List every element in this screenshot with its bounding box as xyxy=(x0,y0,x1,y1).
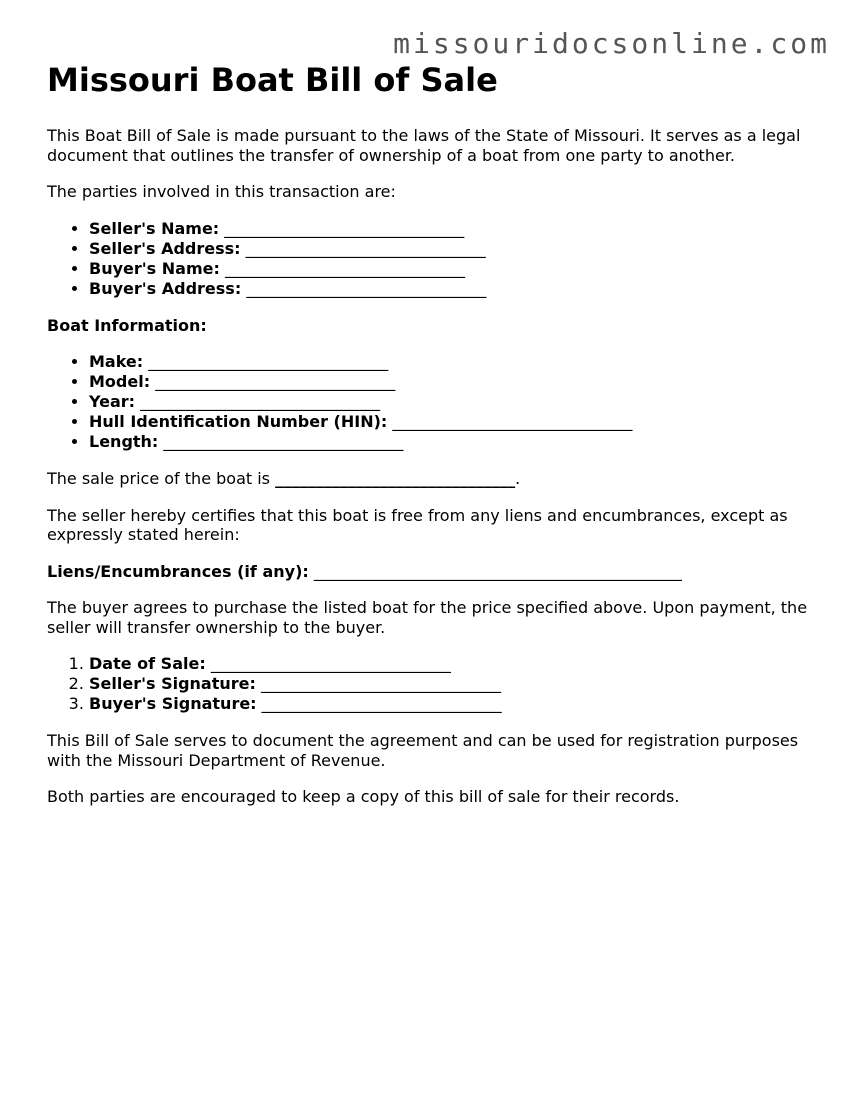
list-item xyxy=(89,694,817,714)
document-body xyxy=(47,60,817,824)
list-item xyxy=(89,259,817,279)
field-label: Buyer's Name: xyxy=(89,258,220,278)
blank-line[interactable]: ______________________________ xyxy=(224,258,465,278)
field-label: Make: xyxy=(89,352,144,371)
intro-paragraph: This Boat Bill of Sale is made pursuant to the laws of the State of Missouri. It serves as a legal document that outlines the transfer of ownership of a boat from one party to another. xyxy=(47,126,801,165)
sale-price-paragraph xyxy=(47,469,817,489)
liens-paragraph xyxy=(47,562,817,582)
parties-list xyxy=(47,219,817,299)
watermark: missouridocsonline.com xyxy=(393,27,830,60)
field-label: Seller's Address: xyxy=(89,238,241,258)
blank-line[interactable]: ______________________________ xyxy=(261,674,501,693)
agreement-paragraph: The buyer agrees to purchase the listed boat for the price specified above. Upon payment, the seller will transfer ownership to the buyer. xyxy=(47,598,808,637)
liens-label: Liens/Encumbrances (if any): xyxy=(47,561,309,581)
closing-paragraph: Both parties are encouraged to keep a copy of this bill of sale for their records. xyxy=(47,787,680,806)
blank-line[interactable]: ______________________________ xyxy=(246,278,487,298)
blank-line[interactable]: ______________________________ xyxy=(392,412,633,431)
list-item xyxy=(89,432,817,452)
sale-price-suffix: . xyxy=(515,469,521,488)
boat-info-heading: Boat Information: xyxy=(47,315,207,335)
blank-line[interactable]: ______________________________ xyxy=(261,694,502,713)
sale-price-text: The sale price of the boat is xyxy=(47,469,271,488)
signature-list xyxy=(47,654,817,714)
list-item xyxy=(89,412,817,432)
list-item xyxy=(89,352,817,372)
field-label: Date of Sale: xyxy=(89,654,206,673)
field-label: Seller's Signature: xyxy=(89,674,256,693)
list-item xyxy=(89,654,817,674)
blank-line[interactable]: ______________________________ xyxy=(163,432,404,451)
registration-paragraph: This Bill of Sale serves to document the agreement and can be used for registration purposes with the Missouri Department of Revenue. xyxy=(47,731,799,770)
page-title: Missouri Boat Bill of Sale xyxy=(47,61,498,99)
blank-line[interactable]: ______________________________ xyxy=(140,392,381,411)
list-item xyxy=(89,219,817,239)
field-label: Buyer's Signature: xyxy=(89,694,257,713)
blank-line[interactable]: ______________________________ xyxy=(245,238,486,258)
field-label: Buyer's Address: xyxy=(89,278,242,298)
blank-line[interactable]: ______________________________ xyxy=(224,218,465,238)
list-item xyxy=(89,392,817,412)
parties-intro: The parties involved in this transaction are: xyxy=(47,182,396,201)
list-item xyxy=(89,279,817,299)
list-item xyxy=(89,674,817,694)
field-label: Year: xyxy=(89,392,136,411)
field-label: Model: xyxy=(89,372,151,391)
blank-line[interactable]: ______________________________ xyxy=(148,352,389,371)
liens-blank[interactable]: ______________________________________________ xyxy=(313,561,682,581)
certify-paragraph: The seller hereby certifies that this boat is free from any liens and encumbrances, except as expressly stated herein: xyxy=(47,505,788,544)
list-item xyxy=(89,239,817,259)
blank-line[interactable]: ______________________________ xyxy=(210,654,451,673)
blank-line[interactable]: ______________________________ xyxy=(155,372,396,391)
field-label: Length: xyxy=(89,432,159,451)
boat-info-list xyxy=(47,352,817,452)
field-label: Seller's Name: xyxy=(89,218,220,238)
sale-price-blank[interactable]: ______________________________ xyxy=(275,469,516,488)
list-item xyxy=(89,372,817,392)
field-label: Hull Identification Number (HIN): xyxy=(89,412,388,431)
